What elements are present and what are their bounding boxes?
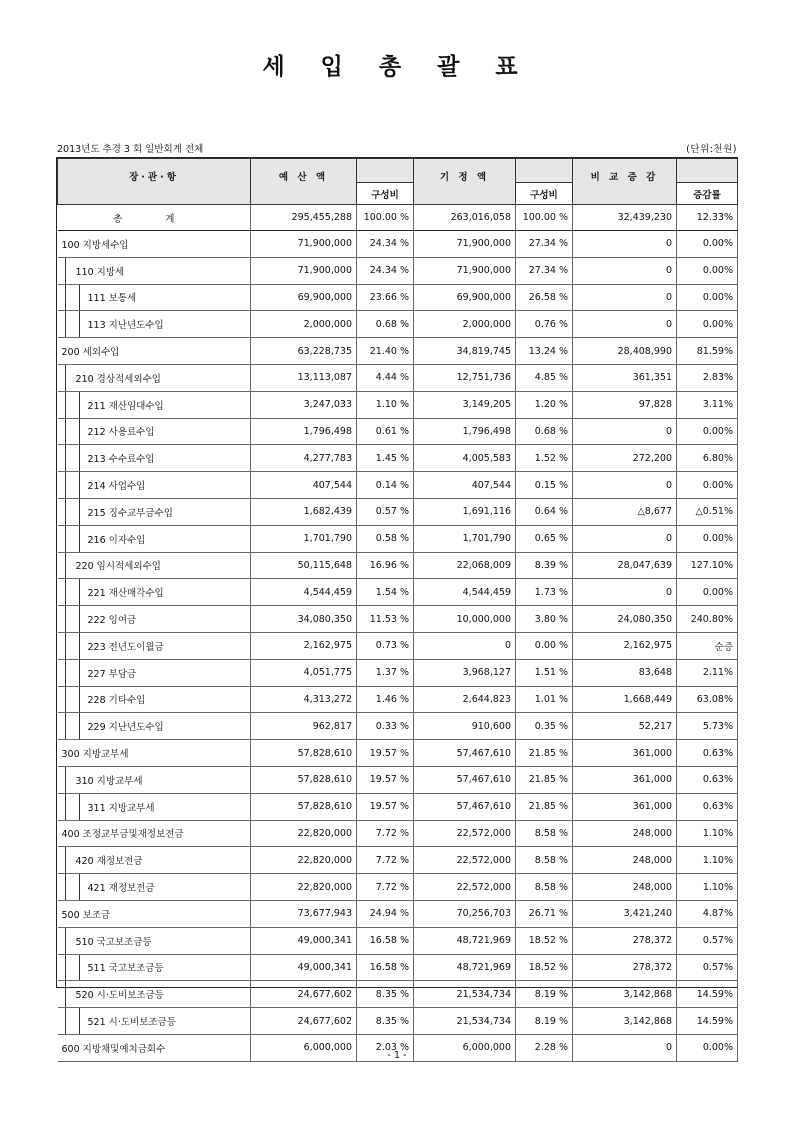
table-row — [58, 606, 738, 633]
table-row — [58, 311, 738, 338]
cell-existing: 57,467,610 — [414, 793, 516, 820]
cell-diff: 361,000 — [573, 793, 677, 820]
cell-budget-ratio: 11.53 % — [357, 606, 414, 633]
table-row — [58, 418, 738, 445]
cell-existing: 1,691,116 — [414, 498, 516, 525]
row-label — [58, 927, 251, 954]
cell-budget-ratio: 7.72 % — [357, 874, 414, 901]
cell-budget: 4,051,775 — [251, 659, 357, 686]
cell-existing-ratio: 27.34 % — [516, 257, 573, 284]
cell-existing-ratio: 21.85 % — [516, 740, 573, 767]
cell-budget-ratio: 16.58 % — [357, 927, 414, 954]
cell-budget-ratio: 0.58 % — [357, 525, 414, 552]
cell-rate: 0.00% — [677, 257, 738, 284]
row-label — [58, 472, 251, 499]
cell-diff: 0 — [573, 231, 677, 258]
row-label-text: 200 세외수입 — [61, 347, 120, 359]
row-label-text: 111 보통세 — [87, 293, 137, 305]
table-row — [58, 900, 738, 927]
cell-existing-ratio: 1.01 % — [516, 686, 573, 713]
page-title: 세 입 총 괄 표 — [262, 54, 532, 80]
row-label-text: 227 부담금 — [87, 668, 137, 680]
row-label — [58, 391, 251, 418]
cell-rate: 0.63% — [677, 766, 738, 793]
header-compare: 비 교 증 감 — [573, 159, 677, 205]
cell-budget-ratio: 7.72 % — [357, 847, 414, 874]
table-row — [58, 205, 738, 231]
revenue-summary-table — [57, 158, 738, 1062]
cell-existing-ratio: 0.68 % — [516, 418, 573, 445]
row-label-text: 420 재정보전금 — [75, 856, 143, 868]
cell-existing-ratio: 0.65 % — [516, 525, 573, 552]
cell-budget-ratio: 1.45 % — [357, 445, 414, 472]
header-category: 장·관·항 — [58, 159, 251, 205]
cell-existing-ratio: 13.24 % — [516, 338, 573, 365]
cell-diff: 24,080,350 — [573, 606, 677, 633]
cell-budget-ratio: 19.57 % — [357, 793, 414, 820]
cell-rate: 0.00% — [677, 418, 738, 445]
table-row — [58, 740, 738, 767]
cell-diff: 3,421,240 — [573, 900, 677, 927]
cell-existing-ratio: 0.35 % — [516, 713, 573, 740]
row-label — [58, 525, 251, 552]
row-label-text: 211 재산임대수입 — [87, 400, 164, 412]
row-label — [58, 284, 251, 311]
cell-budget-ratio: 1.54 % — [357, 579, 414, 606]
cell-existing: 21,534,734 — [414, 1008, 516, 1035]
cell-budget: 13,113,087 — [251, 364, 357, 391]
cell-budget: 49,000,341 — [251, 954, 357, 981]
row-label-text: 300 지방교부세 — [61, 749, 129, 761]
cell-diff: 1,668,449 — [573, 686, 677, 713]
cell-existing-ratio: 3.80 % — [516, 606, 573, 633]
cell-existing-ratio: 21.85 % — [516, 766, 573, 793]
cell-diff: 0 — [573, 472, 677, 499]
cell-existing-ratio: 0.64 % — [516, 498, 573, 525]
row-label-text: 311 지방교부세 — [87, 802, 155, 814]
cell-rate: △0.51% — [677, 498, 738, 525]
table-caption: 2013년도 추경 3 회 일반회계 전체 — [57, 144, 204, 155]
cell-existing-ratio: 8.58 % — [516, 874, 573, 901]
cell-existing: 12,751,736 — [414, 364, 516, 391]
cell-diff: 0 — [573, 257, 677, 284]
cell-existing-ratio: 2.28 % — [516, 1034, 573, 1061]
table-row — [58, 820, 738, 847]
cell-budget: 57,828,610 — [251, 793, 357, 820]
table-row — [58, 445, 738, 472]
cell-diff: 2,162,975 — [573, 632, 677, 659]
cell-existing: 3,149,205 — [414, 391, 516, 418]
table-row — [58, 1008, 738, 1035]
cell-existing-ratio: 1.73 % — [516, 579, 573, 606]
table-row — [58, 766, 738, 793]
cell-budget: 50,115,648 — [251, 552, 357, 579]
cell-budget-ratio: 1.10 % — [357, 391, 414, 418]
table-row — [58, 579, 738, 606]
summary-sheet — [56, 157, 738, 1055]
row-label-text: 113 지난년도수입 — [87, 320, 164, 332]
cell-existing: 70,256,703 — [414, 900, 516, 927]
cell-existing-ratio: 26.71 % — [516, 900, 573, 927]
cell-diff: 0 — [573, 418, 677, 445]
row-label-text: 229 지난년도수입 — [87, 722, 164, 734]
cell-existing: 22,068,009 — [414, 552, 516, 579]
cell-budget: 4,277,783 — [251, 445, 357, 472]
table-row — [58, 231, 738, 258]
cell-budget: 407,544 — [251, 472, 357, 499]
cell-budget: 4,313,272 — [251, 686, 357, 713]
cell-existing-ratio: 8.19 % — [516, 1008, 573, 1035]
row-label — [58, 820, 251, 847]
table-row — [58, 632, 738, 659]
cell-budget: 57,828,610 — [251, 740, 357, 767]
cell-rate: 0.00% — [677, 1034, 738, 1061]
row-label-text: 600 지방채및예치금회수 — [61, 1043, 166, 1055]
cell-existing-ratio: 8.58 % — [516, 820, 573, 847]
unit-label: (단위:천원) — [686, 144, 737, 155]
cell-budget: 71,900,000 — [251, 257, 357, 284]
cell-diff: 52,217 — [573, 713, 677, 740]
cell-existing-ratio: 18.52 % — [516, 954, 573, 981]
cell-diff: 278,372 — [573, 954, 677, 981]
row-label — [58, 847, 251, 874]
row-label — [58, 900, 251, 927]
cell-existing-ratio: 4.85 % — [516, 364, 573, 391]
cell-budget: 22,820,000 — [251, 820, 357, 847]
cell-existing-ratio: 1.52 % — [516, 445, 573, 472]
header-budget-ratio: 구성비 — [357, 183, 414, 205]
cell-diff: △8,677 — [573, 498, 677, 525]
cell-existing: 1,701,790 — [414, 525, 516, 552]
cell-budget-ratio: 16.96 % — [357, 552, 414, 579]
row-label — [58, 740, 251, 767]
cell-existing-ratio: 8.39 % — [516, 552, 573, 579]
table-row — [58, 793, 738, 820]
row-label — [58, 766, 251, 793]
row-label-text: 213 수수료수입 — [87, 454, 155, 466]
cell-diff: 278,372 — [573, 927, 677, 954]
cell-rate: 6.80% — [677, 445, 738, 472]
cell-budget: 1,701,790 — [251, 525, 357, 552]
header-change-rate: 증감률 — [677, 183, 738, 205]
row-label — [58, 364, 251, 391]
header-existing: 기 정 액 — [414, 159, 516, 205]
cell-existing-ratio: 8.58 % — [516, 847, 573, 874]
table-row — [58, 659, 738, 686]
row-label — [58, 231, 251, 258]
cell-existing: 2,000,000 — [414, 311, 516, 338]
cell-diff: 361,000 — [573, 766, 677, 793]
row-label-text: 222 잉여금 — [87, 615, 137, 627]
cell-budget-ratio: 21.40 % — [357, 338, 414, 365]
cell-existing: 6,000,000 — [414, 1034, 516, 1061]
cell-existing: 3,968,127 — [414, 659, 516, 686]
row-label — [58, 579, 251, 606]
cell-diff: 248,000 — [573, 820, 677, 847]
cell-existing: 263,016,058 — [414, 205, 516, 231]
cell-existing: 48,721,969 — [414, 954, 516, 981]
cell-diff: 0 — [573, 1034, 677, 1061]
row-label-text: 221 재산매각수입 — [87, 588, 164, 600]
row-label — [58, 205, 251, 231]
cell-rate: 0.63% — [677, 793, 738, 820]
cell-rate: 12.33% — [677, 205, 738, 231]
row-label — [58, 552, 251, 579]
table-row — [58, 472, 738, 499]
table-row — [58, 552, 738, 579]
cell-budget-ratio: 23.66 % — [357, 284, 414, 311]
cell-budget: 4,544,459 — [251, 579, 357, 606]
cell-budget-ratio: 0.73 % — [357, 632, 414, 659]
cell-budget: 57,828,610 — [251, 766, 357, 793]
cell-diff: 0 — [573, 311, 677, 338]
cell-existing: 4,005,583 — [414, 445, 516, 472]
cell-diff: 0 — [573, 579, 677, 606]
table-row — [58, 391, 738, 418]
cell-budget: 962,817 — [251, 713, 357, 740]
cell-existing: 910,600 — [414, 713, 516, 740]
row-label-text: 215 징수교부금수입 — [87, 507, 173, 519]
cell-budget-ratio: 0.61 % — [357, 418, 414, 445]
cell-budget: 2,000,000 — [251, 311, 357, 338]
cell-diff: 0 — [573, 525, 677, 552]
table-row — [58, 713, 738, 740]
cell-existing: 22,572,000 — [414, 874, 516, 901]
row-label-text: 510 국고보조금등 — [75, 936, 152, 948]
cell-diff: 28,408,990 — [573, 338, 677, 365]
cell-rate: 5.73% — [677, 713, 738, 740]
row-label-text: 216 이자수입 — [87, 534, 146, 546]
cell-rate: 14.59% — [677, 1008, 738, 1035]
cell-budget-ratio: 19.57 % — [357, 766, 414, 793]
cell-budget: 1,796,498 — [251, 418, 357, 445]
cell-rate: 0.00% — [677, 231, 738, 258]
row-label-text: 223 전년도이월금 — [87, 641, 164, 653]
cell-diff: 361,351 — [573, 364, 677, 391]
cell-budget: 6,000,000 — [251, 1034, 357, 1061]
row-label — [58, 793, 251, 820]
table-row — [58, 284, 738, 311]
cell-rate: 2.83% — [677, 364, 738, 391]
cell-budget-ratio: 24.94 % — [357, 900, 414, 927]
row-label — [58, 659, 251, 686]
row-label-text: 421 재정보전금 — [87, 883, 155, 895]
row-label-text: 520 시·도비보조금등 — [75, 990, 164, 1002]
row-label-text: 228 기타수입 — [87, 695, 146, 707]
cell-budget: 3,247,033 — [251, 391, 357, 418]
cell-budget: 22,820,000 — [251, 874, 357, 901]
table-row — [58, 847, 738, 874]
cell-budget-ratio: 1.46 % — [357, 686, 414, 713]
cell-rate: 0.00% — [677, 525, 738, 552]
cell-existing: 57,467,610 — [414, 740, 516, 767]
cell-budget-ratio: 1.37 % — [357, 659, 414, 686]
cell-rate: 0.63% — [677, 740, 738, 767]
cell-existing-ratio: 18.52 % — [516, 927, 573, 954]
table-row — [58, 525, 738, 552]
cell-budget: 22,820,000 — [251, 847, 357, 874]
cell-existing: 1,796,498 — [414, 418, 516, 445]
cell-budget: 49,000,341 — [251, 927, 357, 954]
cell-budget: 63,228,735 — [251, 338, 357, 365]
cell-budget-ratio: 24.34 % — [357, 231, 414, 258]
cell-rate: 63.08% — [677, 686, 738, 713]
cell-rate: 0.00% — [677, 311, 738, 338]
cell-existing: 0 — [414, 632, 516, 659]
cell-existing: 407,544 — [414, 472, 516, 499]
table-row — [58, 338, 738, 365]
cell-budget-ratio: 8.35 % — [357, 981, 414, 1008]
cell-diff: 97,828 — [573, 391, 677, 418]
row-label-text: 총 계 — [113, 213, 195, 225]
cell-existing: 57,467,610 — [414, 766, 516, 793]
cell-existing-ratio: 0.00 % — [516, 632, 573, 659]
cell-existing: 48,721,969 — [414, 927, 516, 954]
row-label — [58, 874, 251, 901]
row-label — [58, 632, 251, 659]
cell-rate: 2.11% — [677, 659, 738, 686]
table-row — [58, 874, 738, 901]
cell-existing-ratio: 1.51 % — [516, 659, 573, 686]
cell-rate: 0.00% — [677, 579, 738, 606]
row-label — [58, 257, 251, 284]
row-label — [58, 445, 251, 472]
cell-budget: 24,677,602 — [251, 1008, 357, 1035]
header-existing-ratio: 구성비 — [516, 183, 573, 205]
cell-rate: 1.10% — [677, 874, 738, 901]
cell-diff: 361,000 — [573, 740, 677, 767]
cell-budget-ratio: 7.72 % — [357, 820, 414, 847]
cell-existing-ratio: 1.20 % — [516, 391, 573, 418]
row-label — [58, 713, 251, 740]
cell-rate: 순증 — [677, 632, 738, 659]
cell-diff: 83,648 — [573, 659, 677, 686]
cell-rate: 81.59% — [677, 338, 738, 365]
cell-existing: 2,644,823 — [414, 686, 516, 713]
cell-budget: 34,080,350 — [251, 606, 357, 633]
row-label-text: 210 경상적세외수입 — [75, 373, 161, 385]
row-label — [58, 418, 251, 445]
row-label — [58, 981, 251, 1008]
cell-budget: 69,900,000 — [251, 284, 357, 311]
cell-diff: 248,000 — [573, 874, 677, 901]
header-budget: 예 산 액 — [251, 159, 357, 205]
page-number: - 1 - — [387, 1050, 407, 1061]
row-label-text: 100 지방세수입 — [61, 239, 129, 251]
table-row — [58, 954, 738, 981]
cell-existing: 21,534,734 — [414, 981, 516, 1008]
cell-existing-ratio: 21.85 % — [516, 793, 573, 820]
cell-existing-ratio: 0.76 % — [516, 311, 573, 338]
cell-budget-ratio: 2.03 % — [357, 1034, 414, 1061]
row-label — [58, 311, 251, 338]
cell-existing-ratio: 27.34 % — [516, 231, 573, 258]
cell-existing-ratio: 26.58 % — [516, 284, 573, 311]
cell-diff: 0 — [573, 284, 677, 311]
table-row — [58, 927, 738, 954]
cell-rate: 240.80% — [677, 606, 738, 633]
table-row — [58, 257, 738, 284]
cell-budget-ratio: 0.68 % — [357, 311, 414, 338]
cell-rate: 0.57% — [677, 954, 738, 981]
cell-diff: 28,047,639 — [573, 552, 677, 579]
table-row — [58, 981, 738, 1008]
cell-budget: 295,455,288 — [251, 205, 357, 231]
cell-existing: 22,572,000 — [414, 820, 516, 847]
cell-rate: 0.00% — [677, 284, 738, 311]
cell-budget: 1,682,439 — [251, 498, 357, 525]
row-label-text: 500 보조금 — [61, 909, 111, 921]
cell-diff: 272,200 — [573, 445, 677, 472]
cell-existing: 10,000,000 — [414, 606, 516, 633]
cell-existing: 22,572,000 — [414, 847, 516, 874]
cell-existing: 34,819,745 — [414, 338, 516, 365]
cell-budget: 24,677,602 — [251, 981, 357, 1008]
table-row — [58, 364, 738, 391]
cell-rate: 127.10% — [677, 552, 738, 579]
table-row — [58, 686, 738, 713]
cell-budget-ratio: 0.57 % — [357, 498, 414, 525]
row-label-text: 110 지방세 — [75, 266, 125, 278]
cell-existing: 71,900,000 — [414, 231, 516, 258]
row-label — [58, 338, 251, 365]
cell-budget: 2,162,975 — [251, 632, 357, 659]
cell-diff: 3,142,868 — [573, 981, 677, 1008]
cell-budget-ratio: 0.14 % — [357, 472, 414, 499]
row-label-text: 220 임시적세외수입 — [75, 561, 161, 573]
cell-diff: 3,142,868 — [573, 1008, 677, 1035]
cell-budget-ratio: 24.34 % — [357, 257, 414, 284]
cell-existing: 4,544,459 — [414, 579, 516, 606]
cell-rate: 1.10% — [677, 847, 738, 874]
cell-budget-ratio: 8.35 % — [357, 1008, 414, 1035]
row-label — [58, 606, 251, 633]
cell-rate: 4.87% — [677, 900, 738, 927]
row-label — [58, 954, 251, 981]
cell-budget-ratio: 100.00 % — [357, 205, 414, 231]
cell-rate: 1.10% — [677, 820, 738, 847]
row-label-text: 212 사용료수입 — [87, 427, 155, 439]
cell-rate: 3.11% — [677, 391, 738, 418]
cell-existing-ratio: 100.00 % — [516, 205, 573, 231]
cell-budget-ratio: 19.57 % — [357, 740, 414, 767]
cell-existing-ratio: 0.15 % — [516, 472, 573, 499]
cell-diff: 248,000 — [573, 847, 677, 874]
cell-rate: 0.00% — [677, 472, 738, 499]
cell-budget-ratio: 16.58 % — [357, 954, 414, 981]
cell-budget-ratio: 4.44 % — [357, 364, 414, 391]
cell-budget: 71,900,000 — [251, 231, 357, 258]
cell-budget: 73,677,943 — [251, 900, 357, 927]
row-label — [58, 686, 251, 713]
row-label-text: 511 국고보조금등 — [87, 963, 164, 975]
row-label-text: 400 조정교부금및재정보전금 — [61, 829, 184, 841]
cell-rate: 0.57% — [677, 927, 738, 954]
row-label — [58, 498, 251, 525]
row-label-text: 214 사업수입 — [87, 481, 146, 493]
cell-diff: 32,439,230 — [573, 205, 677, 231]
row-label-text: 310 지방교부세 — [75, 775, 143, 787]
row-label — [58, 1008, 251, 1035]
cell-budget-ratio: 0.33 % — [357, 713, 414, 740]
row-label-text: 521 시·도비보조금등 — [87, 1017, 176, 1028]
cell-rate: 14.59% — [677, 981, 738, 1008]
cell-existing: 69,900,000 — [414, 284, 516, 311]
cell-existing-ratio: 8.19 % — [516, 981, 573, 1008]
cell-existing: 71,900,000 — [414, 257, 516, 284]
table-row — [58, 498, 738, 525]
